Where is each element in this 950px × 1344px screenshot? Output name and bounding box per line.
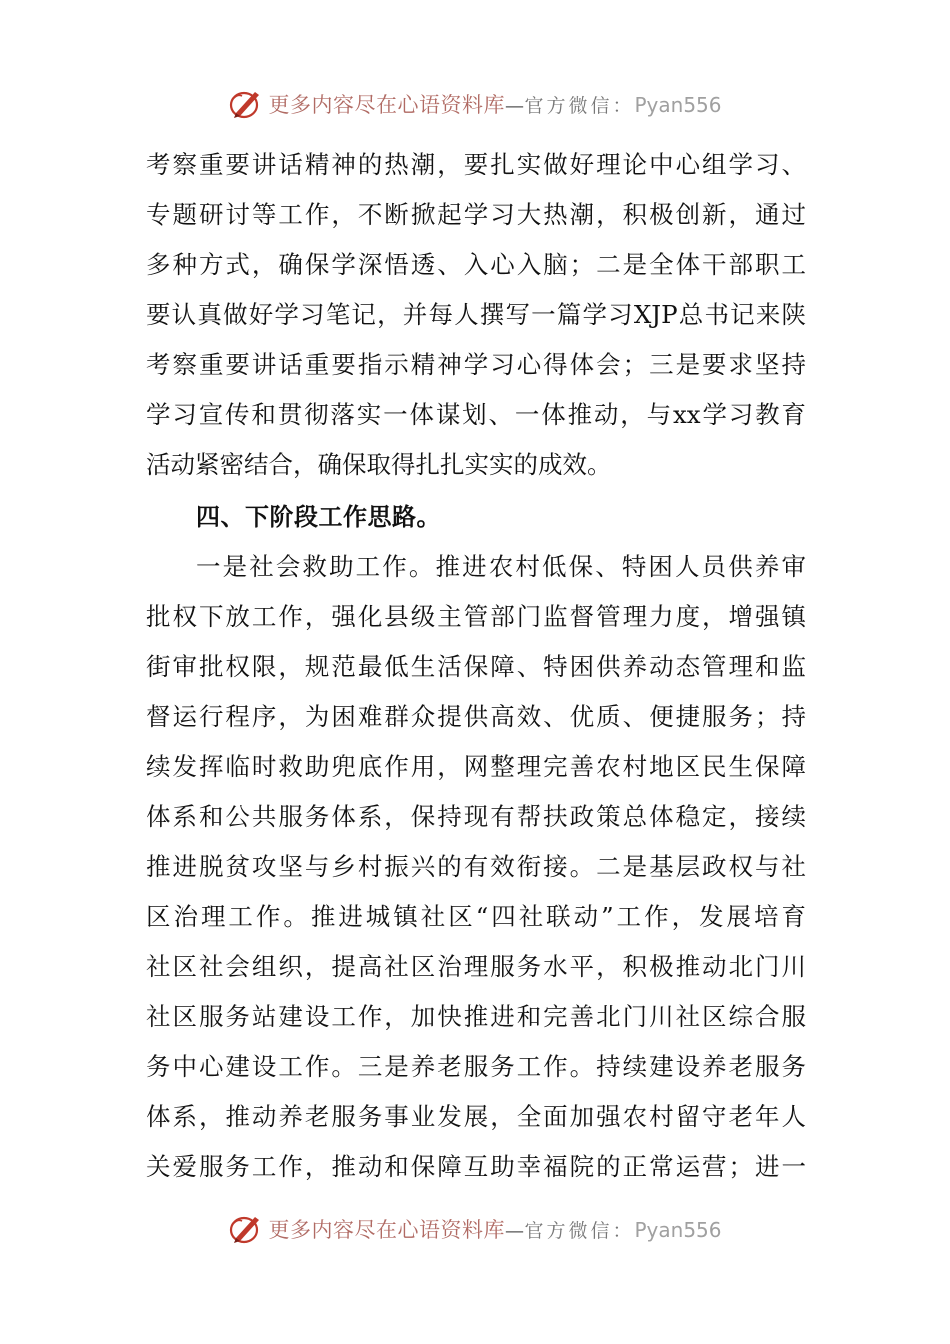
paragraph2-line: 批权下放工作，强化县级主管部门监督管理力度，增强镇 (146, 602, 806, 631)
watermark-wechat-id: Pyan556 (634, 93, 722, 117)
paragraph1-line: 要认真做好学习笔记，并每人撰写一篇学习XJP总书记来陕 (146, 300, 806, 329)
paragraph2-line: 关爱服务工作，推动和保障互助幸福院的正常运营；进一 (146, 1152, 806, 1181)
paragraph1-line: 考察重要讲话精神的热潮，要扎实做好理论中心组学习、 (146, 150, 806, 179)
paragraph2-line: 推进脱贫攻坚与乡村振兴的有效衔接。二是基层政权与社 (146, 852, 806, 881)
paragraph2-line: 街审批权限，规范最低生活保障、特困供养动态管理和监 (146, 652, 806, 681)
pen-logo-icon (228, 1211, 264, 1247)
paragraph2-line: 体系，推动养老服务事业发展，全面加强农村留守老年人 (146, 1102, 806, 1131)
paragraph1-line: 学习宣传和贯彻落实一体谋划、一体推动，与xx学习教育 (146, 400, 806, 429)
paragraph2-line: 一是社会救助工作。推进农村低保、特困人员供养审 (196, 552, 806, 581)
paragraph1-line: 专题研讨等工作，不断掀起学习大热潮，积极创新，通过 (146, 200, 806, 229)
paragraph2-line: 区治理工作。推进城镇社区“四社联动”工作，发展培育 (146, 902, 806, 931)
paragraph2-line: 体系和公共服务体系，保持现有帮扶政策总体稳定，接续 (146, 802, 806, 831)
watermark-wechat-id: Pyan556 (634, 1218, 722, 1242)
paragraph2-line: 社区社会组织，提高社区治理服务水平，积极推动北门川 (146, 952, 806, 981)
footer-watermark-banner (0, 1209, 950, 1249)
paragraph1-line: 考察重要讲话重要指示精神学习心得体会；三是要求坚持 (146, 350, 806, 379)
watermark-main-text: 更多内容尽在心语资料库 (268, 93, 505, 117)
watermark-main-text: 更多内容尽在心语资料库 (268, 1218, 505, 1242)
watermark-separator: — (504, 95, 525, 117)
paragraph1-line: 多种方式，确保学深悟透、入心入脑；二是全体干部职工 (146, 250, 806, 279)
watermark-wechat-label: 官方微信： (524, 95, 635, 117)
paragraph2-line: 社区服务站建设工作，加快推进和完善北门川社区综合服 (146, 1002, 806, 1031)
paragraph2-line: 督运行程序，为困难群众提供高效、优质、便捷服务；持 (146, 702, 806, 731)
footer-watermark-text (268, 1214, 721, 1244)
paragraph2-line: 务中心建设工作。三是养老服务工作。持续建设养老服务 (146, 1052, 806, 1081)
pen-logo-icon (228, 86, 264, 122)
header-watermark-text (268, 89, 721, 119)
paragraph1-line: 活动紧密结合，确保取得扎扎实实的成效。 (146, 450, 612, 479)
watermark-separator: — (504, 1220, 525, 1242)
header-watermark-banner (0, 84, 950, 124)
section-heading: 四、下阶段工作思路。 (196, 503, 441, 531)
paragraph2-line: 续发挥临时救助兜底作用，网整理完善农村地区民生保障 (146, 752, 806, 781)
watermark-wechat-label: 官方微信： (524, 1220, 635, 1242)
